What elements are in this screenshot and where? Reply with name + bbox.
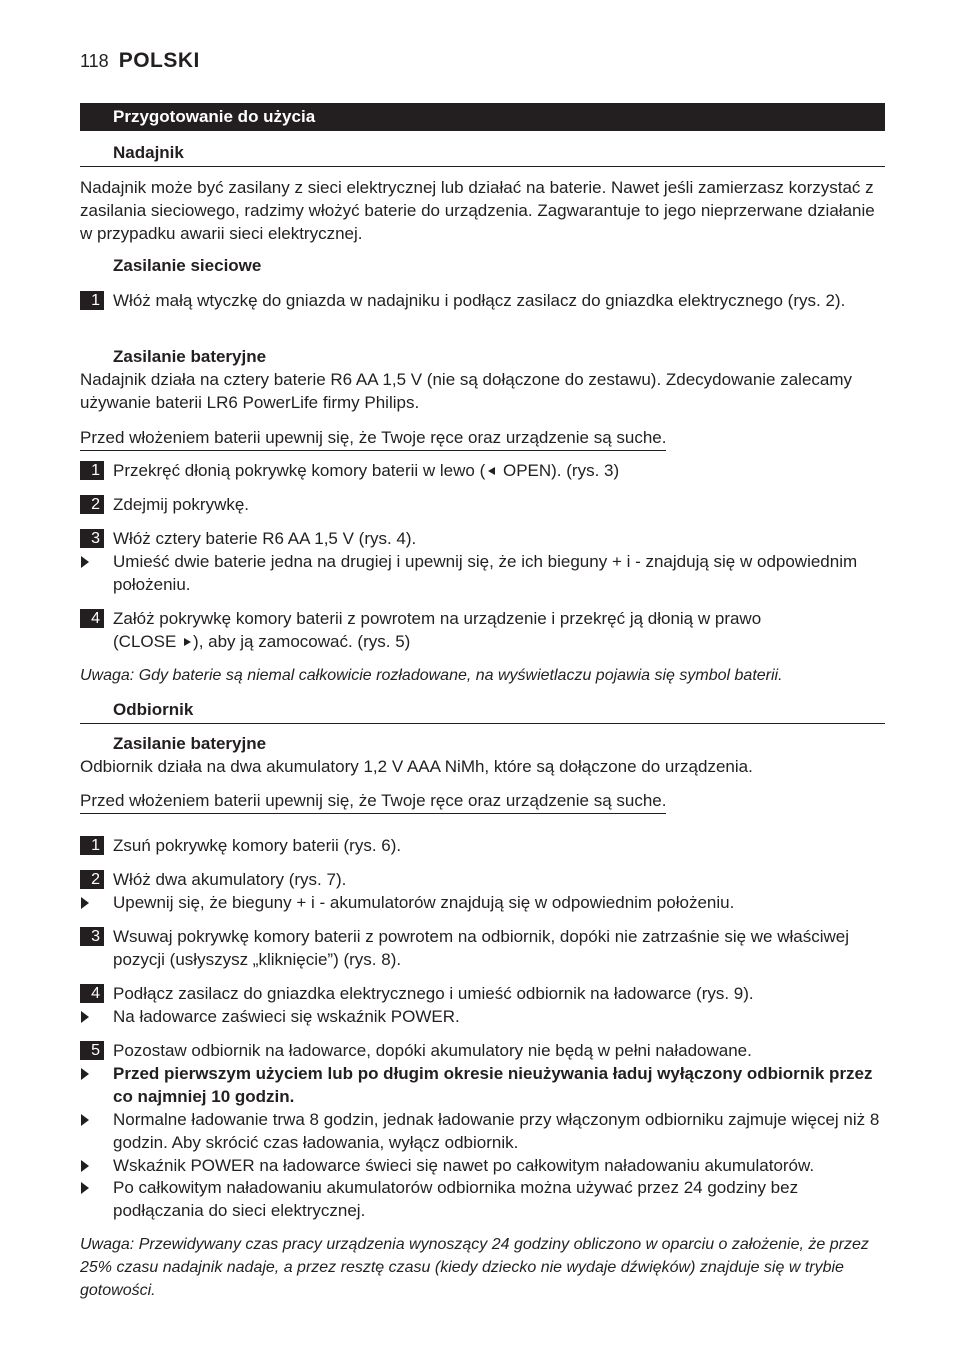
battery-power-heading: Zasilanie bateryjne xyxy=(113,347,267,366)
arrow-right-icon xyxy=(184,638,191,646)
bullet-text: Przed pierwszym użyciem lub po długim okresie nieużywania ładuj wyłączony odbiornik przez co najmniej 10 godzin. xyxy=(113,1064,873,1106)
page-number: 118 xyxy=(80,51,109,71)
step-text-part: ), aby ją zamocować. (rys. 5) xyxy=(193,632,411,651)
transmitter-intro: Nadajnik może być zasilany z sieci elektrycznej lub działać na baterie. Nawet jeśli zamierzasz korzystać z zasilania sieciowego, radzimy włożyć baterie do urządzenia. Zagwarantuje to jego nieprzerwane działanie w przypadku awarii sieci elektrycznej. xyxy=(80,178,875,243)
bullet-text: Wskaźnik POWER na ładowarce świeci się nawet po całkowitym naładowaniu akumulatorów. xyxy=(113,1156,815,1175)
step-number: 2 xyxy=(80,870,104,889)
bullet-icon xyxy=(81,1068,89,1080)
arrow-left-icon xyxy=(488,467,495,475)
section-title: Przygotowanie do użycia xyxy=(80,103,885,131)
step-number: 3 xyxy=(80,529,104,548)
bullet-text: Na ładowarce zaświeci się wskaźnik POWER. xyxy=(113,1007,460,1026)
battery-power-heading: Zasilanie bateryjne xyxy=(113,734,267,753)
bullet-icon xyxy=(81,1114,89,1126)
mains-power-heading: Zasilanie sieciowe xyxy=(113,256,262,275)
step-number: 2 xyxy=(80,495,104,514)
bullet-icon xyxy=(81,1160,89,1172)
bullet-icon xyxy=(81,897,89,909)
divider xyxy=(80,166,885,167)
step-text: Pozostaw odbiornik na ładowarce, dopóki akumulatory nie będą w pełni naładowane. xyxy=(113,1041,752,1060)
step-number: 3 xyxy=(80,927,104,946)
step-text-part: Przekręć dłonią pokrywkę komory baterii w lewo ( xyxy=(113,461,486,480)
step-text: Podłącz zasilacz do gniazdka elektrycznego i umieść odbiornik na ładowarce (rys. 9). xyxy=(113,984,754,1003)
bullet-text: Po całkowitym naładowaniu akumulatorów odbiornika można używać przez 24 godziny bez podłączania do sieci elektrycznej. xyxy=(113,1178,799,1220)
bullet-text: Normalne ładowanie trwa 8 godzin, jednak ładowanie przy włączonym odbiorniku zajmuje więcej niż 8 godzin. Aby skrócić czas ładowania, wyłącz odbiornik. xyxy=(113,1110,880,1152)
bullet-icon xyxy=(81,1182,89,1194)
step-text-part: Załóż pokrywkę komory baterii z powrotem na urządzenie i przekręć ją dłonią w prawo xyxy=(113,609,762,628)
step-number: 4 xyxy=(80,984,104,1003)
receiver-heading: Odbiornik xyxy=(113,700,194,719)
step-text: Zdejmij pokrywkę. xyxy=(113,495,250,514)
transmitter-battery-intro: Nadajnik działa na cztery baterie R6 AA 1,5 V (nie są dołączone do zestawu). Zdecydowanie zalecamy używanie baterii LR6 PowerLife firmy Philips. xyxy=(80,370,853,412)
note-text: Uwaga: Przewidywany czas pracy urządzenia wynoszący 24 godziny obliczono w oparciu o założenie, że przez 25% czasu nadajnik nadaje, a przez resztę czasu (kiedy dziecko nie wydaje dźwięków) znajduje się w trybie gotowości. xyxy=(80,1236,869,1299)
warning-text: Przed włożeniem baterii upewnij się, że Twoje ręce oraz urządzenie są suche. xyxy=(80,789,666,814)
divider xyxy=(80,723,885,724)
warning-text: Przed włożeniem baterii upewnij się, że Twoje ręce oraz urządzenie są suche. xyxy=(80,426,666,451)
bullet-text: Upewnij się, że bieguny + i - akumulatorów znajdują się w odpowiednim położeniu. xyxy=(113,893,735,912)
bullet-text: Umieść dwie baterie jedna na drugiej i upewnij się, że ich bieguny + i - znajdują się w odpowiednim położeniu. xyxy=(113,552,858,594)
bullet-icon xyxy=(81,1011,89,1023)
bullet-icon xyxy=(81,556,89,568)
receiver-battery-intro: Odbiornik działa na dwa akumulatory 1,2 V AAA NiMh, które są dołączone do urządzenia. xyxy=(80,757,753,776)
step-text-part: (CLOSE xyxy=(113,632,182,651)
transmitter-heading: Nadajnik xyxy=(113,143,184,162)
step-text: Włóż dwa akumulatory (rys. 7). xyxy=(113,870,347,889)
language-label: POLSKI xyxy=(118,49,200,72)
step-text-part: OPEN). (rys. 3) xyxy=(498,461,620,480)
step-text xyxy=(113,607,885,653)
step-text: Wsuwaj pokrywkę komory baterii z powrotem na odbiornik, dopóki nie zatrzaśnie się we właściwej pozycji (usłyszysz „kliknięcie”) (rys. 8). xyxy=(113,927,850,969)
step-text: Włóż cztery baterie R6 AA 1,5 V (rys. 4). xyxy=(113,529,417,548)
step-number: 1 xyxy=(80,461,104,480)
step-text: Włóż małą wtyczkę do gniazda w nadajniku i podłącz zasilacz do gniazdka elektrycznego (rys. 2). xyxy=(113,291,846,310)
step-number: 4 xyxy=(80,609,104,628)
step-number: 5 xyxy=(80,1041,104,1060)
step-number: 1 xyxy=(80,291,104,310)
step-number: 1 xyxy=(80,836,104,855)
step-text xyxy=(113,459,885,482)
step-text: Zsuń pokrywkę komory baterii (rys. 6). xyxy=(113,836,402,855)
page-header xyxy=(80,48,200,74)
note-text: Uwaga: Gdy baterie są niemal całkowicie rozładowane, na wyświetlaczu pojawia się symbol baterii. xyxy=(80,667,783,684)
